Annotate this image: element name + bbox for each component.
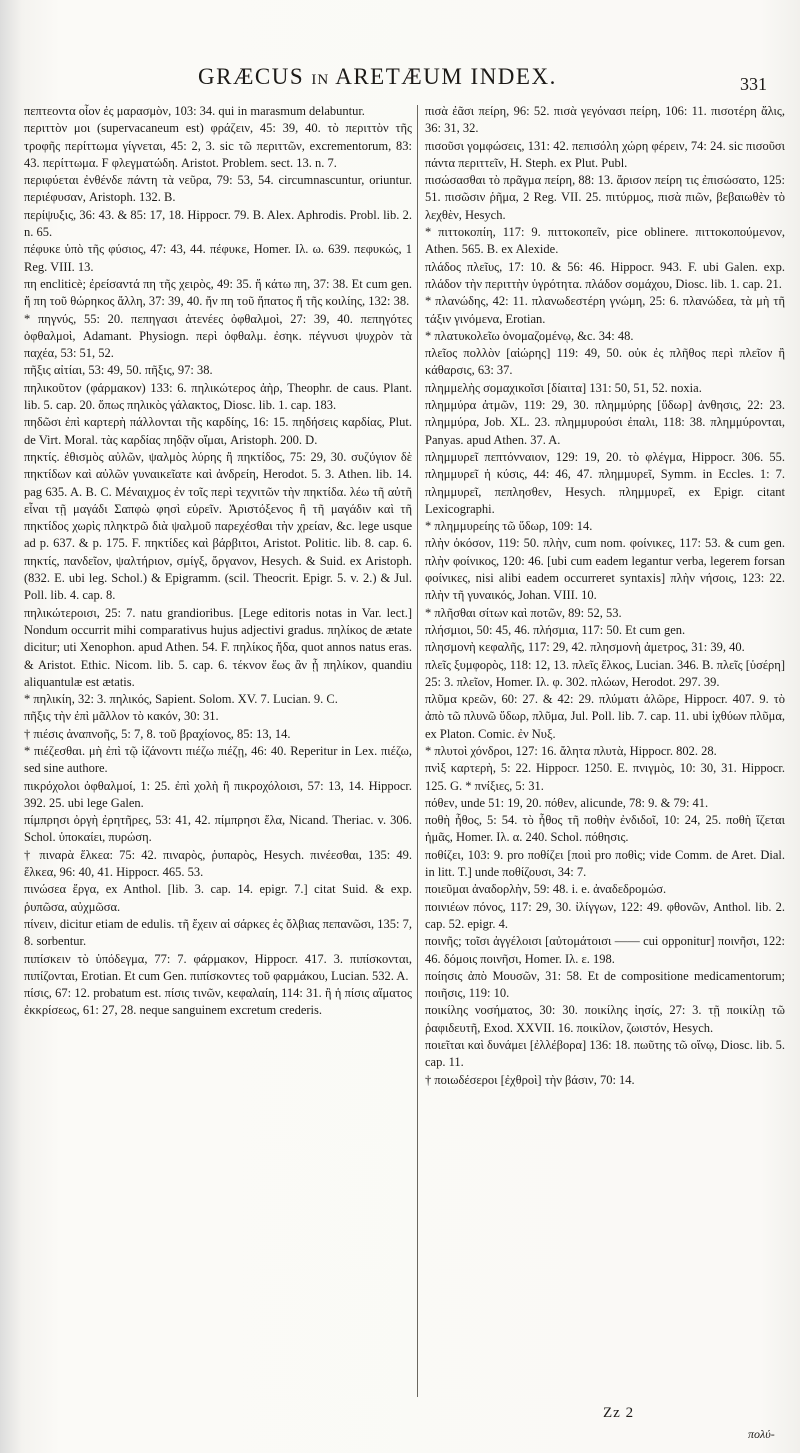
index-entry: πιπίσκειν τὸ ὑπόδεγμα, 77: 7. φάρμακον, Hippocr. 417. 3. πιπίσκονται, πιπίζονται, Erotian. Et cum Gen. πιπίσκοντες τοῦ φαρμάκου, Lucian. 532. A. xyxy=(24,951,412,983)
index-entry: περιττὸν μοι (supervacaneum est) φράζειν, 45: 39, 40. τὸ περιττὸν τῆς τροφῆς περίττωμα γίγνεται, 45: 2, 3. sic τῶ περιττῶν, excrementorum, 83: 43. περίττωμα. F φλεγματώδη. Aristot. Problem. sect. 13. n. 7. xyxy=(24,121,412,170)
signature-mark: Zz 2 xyxy=(603,1405,635,1421)
index-entry: πλῦμα κρεῶν, 60: 27. & 42: 29. πλύματι ἁλῶρε, Hippocr. 407. 9. τὸ ἀπὸ τῶ πλυνῶ ὕδωρ, πλῦμα, Jul. Poll. lib. 7. cap. 11. ubi ἰχθύων πλῦμα, ex Platon. Comic. ἐν Νυξ. xyxy=(425,692,785,741)
title-end: ARETÆUM INDEX. xyxy=(335,64,557,89)
index-entry: * πλῆσθαι σίτων καὶ ποτῶν, 89: 52, 53. xyxy=(425,605,622,620)
index-entry: πίνειν, dicitur etiam de edulis. τῆ ἔχειν αἱ σάρκες ἐς ὄλβιας πεπανῶσι, 135: 7, 8. sorbentur. xyxy=(24,916,412,949)
index-entry: περίψυξις, 36: 43. & 85: 17, 18. Hippocr. 79. B. Alex. Aphrodis. Probl. lib. 2. n. 65. xyxy=(24,207,412,240)
index-entry: ποιεῦμαι ἀναδορλὴν, 59: 48. i. e. ἀναδεδρομώσ. xyxy=(425,882,667,897)
index-entry: † πιναρὰ ἕλκεα: 75: 42. πιναρὸς, ῥυπαρὸς, Hesych. πινέεσθαι, 135: 49. ἕλκεα, 96: 40, 41. Hippocr. 465. 53. xyxy=(24,847,412,880)
index-entry: * πλατυκολεῖω ὀνομαζομένῳ, &c. 34: 48. xyxy=(425,328,634,343)
index-entry: πλημμελὴς σομαχικοῖσι [δίαιτα] 131: 50, 51, 52. noxia. xyxy=(425,380,702,395)
index-entry: ποθίζει, 103: 9. pro ποθίζει [ποιὶ pro ποθὶς; vide Comm. de Aret. Dial. in litt. T.] unde ποθίζουσι, 34: 7. xyxy=(425,847,785,880)
index-entry: πισώσασθαι τὸ πρᾶγμα πείρη, 88: 13. ἄρισον πείρη τις ἐπισώσατο, 125: 51. πισῶσιν ῥῆμα, 2 Reg. VII. 25. πιτύρμος, πισὰ πιῶν, βεβαιωθὲν τὸ λεχθὲν, Hesych. xyxy=(425,173,785,222)
index-entry: * πιέζεσθαι. μὴ ἐπὶ τῷ ἰζάνοντι πιέζω πιέζῃ, 46: 40. Reperitur in Lex. πιέζω, sed sine authore. xyxy=(24,743,412,776)
index-entry: ποινιέων πόνος, 117: 29, 30. ἰλίγγων, 122: 49. φθονῶν, Anthol. lib. 2. cap. 52. epigr. 4. xyxy=(425,899,785,931)
index-entry: ποινῆς; τοῖσι ἀγγέλοισι [αὐτομάτοισι —— cui opponitur] ποινῆσι, 122: 46. δόμοις ποινῆσι, Homer. Iλ. ε. 198. xyxy=(425,934,785,966)
index-entry: πλάδος πλεῖυς, 17: 10. & 56: 46. Hippocr. 943. F. ubi Galen. exp. πλάδον τὴν περιττὴν ὑγρότητα. πλάδον σομάχου, Diosc. lib. 1. cap. 21. xyxy=(425,259,785,291)
index-entry: πίσις, 67: 12. probatum est. πίσις τινῶν, κεφαλαίη, 114: 31. ἢ ἡ πίσις αἵματος ἐκκρίσεως, 61: 27, 28. neque sanguinem excretum crederis. xyxy=(24,986,412,1018)
index-entry: * πιττοκοπίη, 117: 9. πιττοκοπεῖν, pice oblinere. πιττοκοπούμενον, Athen. 565. B. ex Alexide. xyxy=(425,225,785,257)
index-entry: * πλανώδης, 42: 11. πλανωδεστέρη γνώμη, 25: 6. πλανώδεα, τὰ μὴ τῆ τάξιν γινόμενα, Erotian. xyxy=(425,294,785,326)
column-divider xyxy=(417,105,418,1397)
index-entry: πλημμύρα ἀτμῶν, 119: 29, 30. πλημμύρης [ὕδωρ] ἀνθησις, 22: 23. πλημμύρα, Job. XL. 23. πλημμυρούσι ἐπαλι, 118: 38. πλημμύρονται, Panyas. apud Athen. 37. A. xyxy=(425,398,785,447)
index-entry: πλήσμιοι, 50: 45, 46. πλήσμια, 117: 50. Et cum gen. xyxy=(425,622,686,637)
catchword: πολύ- xyxy=(748,1427,775,1441)
left-column xyxy=(24,103,412,1398)
index-entry: πη encliticè; ἐρείσαντά πη τῆς χειρὸς, 49: 35. ἤ κάτω πη, 37: 38. Et cum gen. ἤ πη τοῦ θώρηκος ἄλλη, 37: 39, 40. ἤν πη τοῦ ἥπατος ἤ τῆς κοιλίης, 132: 38. xyxy=(24,276,412,309)
index-entry: πικρόχολοι ὀφθαλμοί, 1: 25. ἐπὶ χολὴ ἢ πικροχόλοισι, 57: 13, 14. Hippocr. 392. 25. ubi lege Galen. xyxy=(24,778,412,810)
index-entry: περιφύεται ἐνθένδε πάντη τὰ νεῦρα, 79: 53, 54. circumnascuntur, oriuntur. περιέφυσαν, Aristoph. 132. B. xyxy=(24,173,412,205)
index-entry: πῆξις τὴν ἐπὶ μᾶλλον τὸ κακόν, 30: 31. xyxy=(24,709,219,724)
index-entry: πῆξις αἰτίαι, 53: 49, 50. πῆξις, 97: 38. xyxy=(24,363,213,378)
index-entry: * πηγνύς, 55: 20. πεπηγασι ἀτενέες ὀφθαλμοὶ, 27: 39, 40. πεπηγότες ὀφθαλμοὶ, Adamant. Physiogn. περὶ ὀφθαλμ. ἐσηκ. πέγνυσι ψυχρὸν τὰ παχέα, 53: 51, 52. xyxy=(24,311,412,361)
index-entry: ποιεῖται καὶ δυνάμει [ἐλλέβορα] 136: 18. πωῦτης τῶ οἴνῳ, Diosc. lib. 5. cap. 11. xyxy=(425,1038,785,1070)
index-entry: πινώσεα ἔργα, ex Anthol. [lib. 3. cap. 14. epigr. 7.] citat Suid. & exp. ῥυπῶσα, αὐχμῶσα. xyxy=(24,882,412,914)
index-entry: πέφυκε ὑπὸ τῆς φύσιος, 47: 43, 44. πέφυκε, Homer. Iλ. ω. 639. πεφυκώς, 1 Reg. VIII. 13. xyxy=(24,242,412,274)
index-entry: πνὶξ καρτερὴ, 5: 22. Hippocr. 1250. E. πνιγμὸς, 10: 30, 31. Hippocr. 125. G. * πνίξιες, 5: 31. xyxy=(425,761,785,793)
index-entry: πίμπρησι ὀργὴ ἐρητῆρες, 53: 41, 42. πίμπρησι ἕλα, Nicand. Theriac. v. 306. Schol. ὑποκαίει, πυρώση. xyxy=(24,813,412,845)
page-header xyxy=(0,62,800,102)
index-entry: πλεῖος πολλὸν [αἰώρης] 119: 49, 50. οὐκ ἐς πλῆθος περὶ πλεῖον ἢ κάθαρσις, 63: 37. xyxy=(425,346,785,378)
index-entry: ποίησις ἀπὸ Μουσῶν, 31: 58. Et de compositione medicamentorum; ποιῆσις, 119: 10. xyxy=(425,968,785,1001)
index-entry: πλεῖς ξυμφορὸς, 118: 12, 13. πλεῖς ἕλκος, Lucian. 346. B. πλεῖς [ὑσέρη] 25: 3. πλεῖον, Homer. Iλ. φ. 302. πλώων, Herodot. 297. 39. xyxy=(425,657,785,689)
running-title xyxy=(198,64,557,90)
index-entry: πηλικώτεροισι, 25: 7. natu grandioribus. [Lege editoris notas in Var. lect.] Nondum occurrit mihi comparativus hujus adjectivi gradus. πηλίκος de ætate dicitur; uti Xenophon. apud Athen. 54. F. πηλίκος ἤδα, quot annos natus eras. & Aristot. Ethic. Nicom. lib. 5. cap. 6. τέκνον ἕως ἂν ᾖ πηλίκον, quandiu aliquantulæ est ætatis. xyxy=(24,605,412,689)
index-entry: πισοῦσι γομφώσεις, 131: 42. πεπισόλη χώρη φέρειν, 74: 24. sic πισοῦσι πάντα περιττεῖν, H. Steph. ex Plut. Publ. xyxy=(425,138,785,170)
right-column xyxy=(425,103,785,1398)
index-entry: πλὴν ὀκόσον, 119: 50. πλὴν, cum nom. φοίνικες, 117: 53. & cum gen. πλὴν φοίνικος, 120: 46. [ubi cum eadem legantur verba, legerem forsan φοίνικες, nisi alibi eadem occurreret syntaxis] πλὴν νήσοις, 123: 22. πλὴν τῆ γυναικός, Johan. VIII. 10. xyxy=(425,536,785,603)
index-entry: * πλημμυρείης τῶ ὕδωρ, 109: 14. xyxy=(425,519,593,534)
index-entry: πεπτεοντα οἷον ἐς μαρασμὸν, 103: 34. qui in marasmum delabuntur. xyxy=(24,104,365,118)
title-main: GRÆCUS xyxy=(198,64,305,89)
index-entry: ποικίλης νοσήματος, 30: 30. ποικίλης ἰησίς, 27: 3. τῇ ποικίλῃ τῶ ῥαφιδευτῆ, Exod. XXVII. 16. ποικίλον, ζωιστόν, Hesych. xyxy=(425,1003,785,1035)
index-entry: † πιέσις ἀναπνοῆς, 5: 7, 8. τοῦ βραχίονος, 85: 13, 14. xyxy=(24,726,291,741)
index-entry: πόθεν, unde 51: 19, 20. πόθεν, alicunde, 78: 9. & 79: 41. xyxy=(425,795,709,810)
index-entry: πισὰ ἐᾶσι πείρη, 96: 52. πισὰ γεγόνασι πείρη, 106: 11. πισοτέρη ἄλις, 36: 31, 32. xyxy=(425,104,785,136)
index-entry: * πλυτοὶ χόνδροι, 127: 16. ἄλητα πλυτὰ, Hippocr. 802. 28. xyxy=(425,743,717,758)
index-entry: ποθὴ ἦθος, 5: 54. τὸ ἦθος τῆ ποθὴν ἐνδιδοῖ, 10: 24, 25. ποθὴ ἵζεται ἡμᾶς, Homer. Iλ. α. 240. Schol. πόθησις. xyxy=(425,813,785,845)
index-entry: πηκτίς. ἐθισμὸς αὐλῶν, ψαλμὸς λύρης ἢ πηκτίδος, 75: 29, 30. συζύγιον δὲ πηκτίδων καὶ αὐλῶν γυναικεῖατε καὶ ἀνδρείη, Herodot. 5. 3. Athen. lib. 14. pag 635. A. B. C. Μέναιχμος ἐν τοῖς περὶ τεχνιτῶν τὴν πηκτίδα. λέω τῆ αὐτῆ εἶναι τῇ μαγάδι Σαπφὼ φησὶ εὑρεῖν. Ἀριστόξενος ἢ τῆ μαγάδιν καὶ τῆ πηκτίδος χωρὶς πληκτρῶ διὰ ψαλμοῦ παρεχέσθαι τὴν χρείαν, &c. lege usque ad p. 637. & p. 175. F. πηκτίδες καὶ βάρβιτοι, Aristot. Politic. lib. 8. cap. 6. πηκτίς, πανδεῖον, ψαλτήριον, σμίγξ, ὄργανον, Hesych. & Suid. ex Aristoph. (832. E. ubi leg. Schol.) & Epigramm. (scil. Theocrit. Epigr. 5. v. 2.) & Jul. Poll. lib. 4. cap. 8. xyxy=(24,449,412,603)
index-entry: πλημμυρεῖ πεπτόνναιον, 129: 19, 20. τὸ φλέγμα, Hippocr. 306. 55. πλημμυρεῖ ἡ κύσις, 44: 46, 47. πλημμυρεῖ, Symm. in Eccles. 1: 7. πλημμυρεῖ, πεπλησθεν, Hesych. πλημμυρεῖ, ex Epigr. citant Lexicographi. xyxy=(425,449,785,516)
page-number: 331 xyxy=(740,74,767,94)
index-entry: † ποιωδέσεροι [ἐχθροὶ] τὴν βάσιν, 70: 14. xyxy=(425,1072,635,1087)
index-entry: * πηλικίη, 32: 3. πηλικός, Sapient. Solom. XV. 7. Lucian. 9. C. xyxy=(24,692,338,707)
index-entry: πηδῶσι ἐπὶ καρτερὴ πάλλονται τῆς καρδίης, 16: 15. πηδήσεις καρδίας, Plut. de Virt. Moral. τὰς καρδίας πηδᾷν οἴμαι, Aristoph. 200. D. xyxy=(24,415,412,447)
title-mid: IN xyxy=(311,72,330,88)
index-entry: πηλικοῦτον (φάρμακον) 133: 6. πηλικώτερος ἀὴρ, Theophr. de caus. Plant. lib. 5. cap. 20. ὅπως πηλικὸς γάλακτος, Diosc. lib. 1. cap. 183. xyxy=(24,380,412,413)
index-entry: πλησμονὴ κεφαλῆς, 117: 29, 42. πλησμονὴ ἀμετρος, 31: 39, 40. xyxy=(425,640,745,655)
